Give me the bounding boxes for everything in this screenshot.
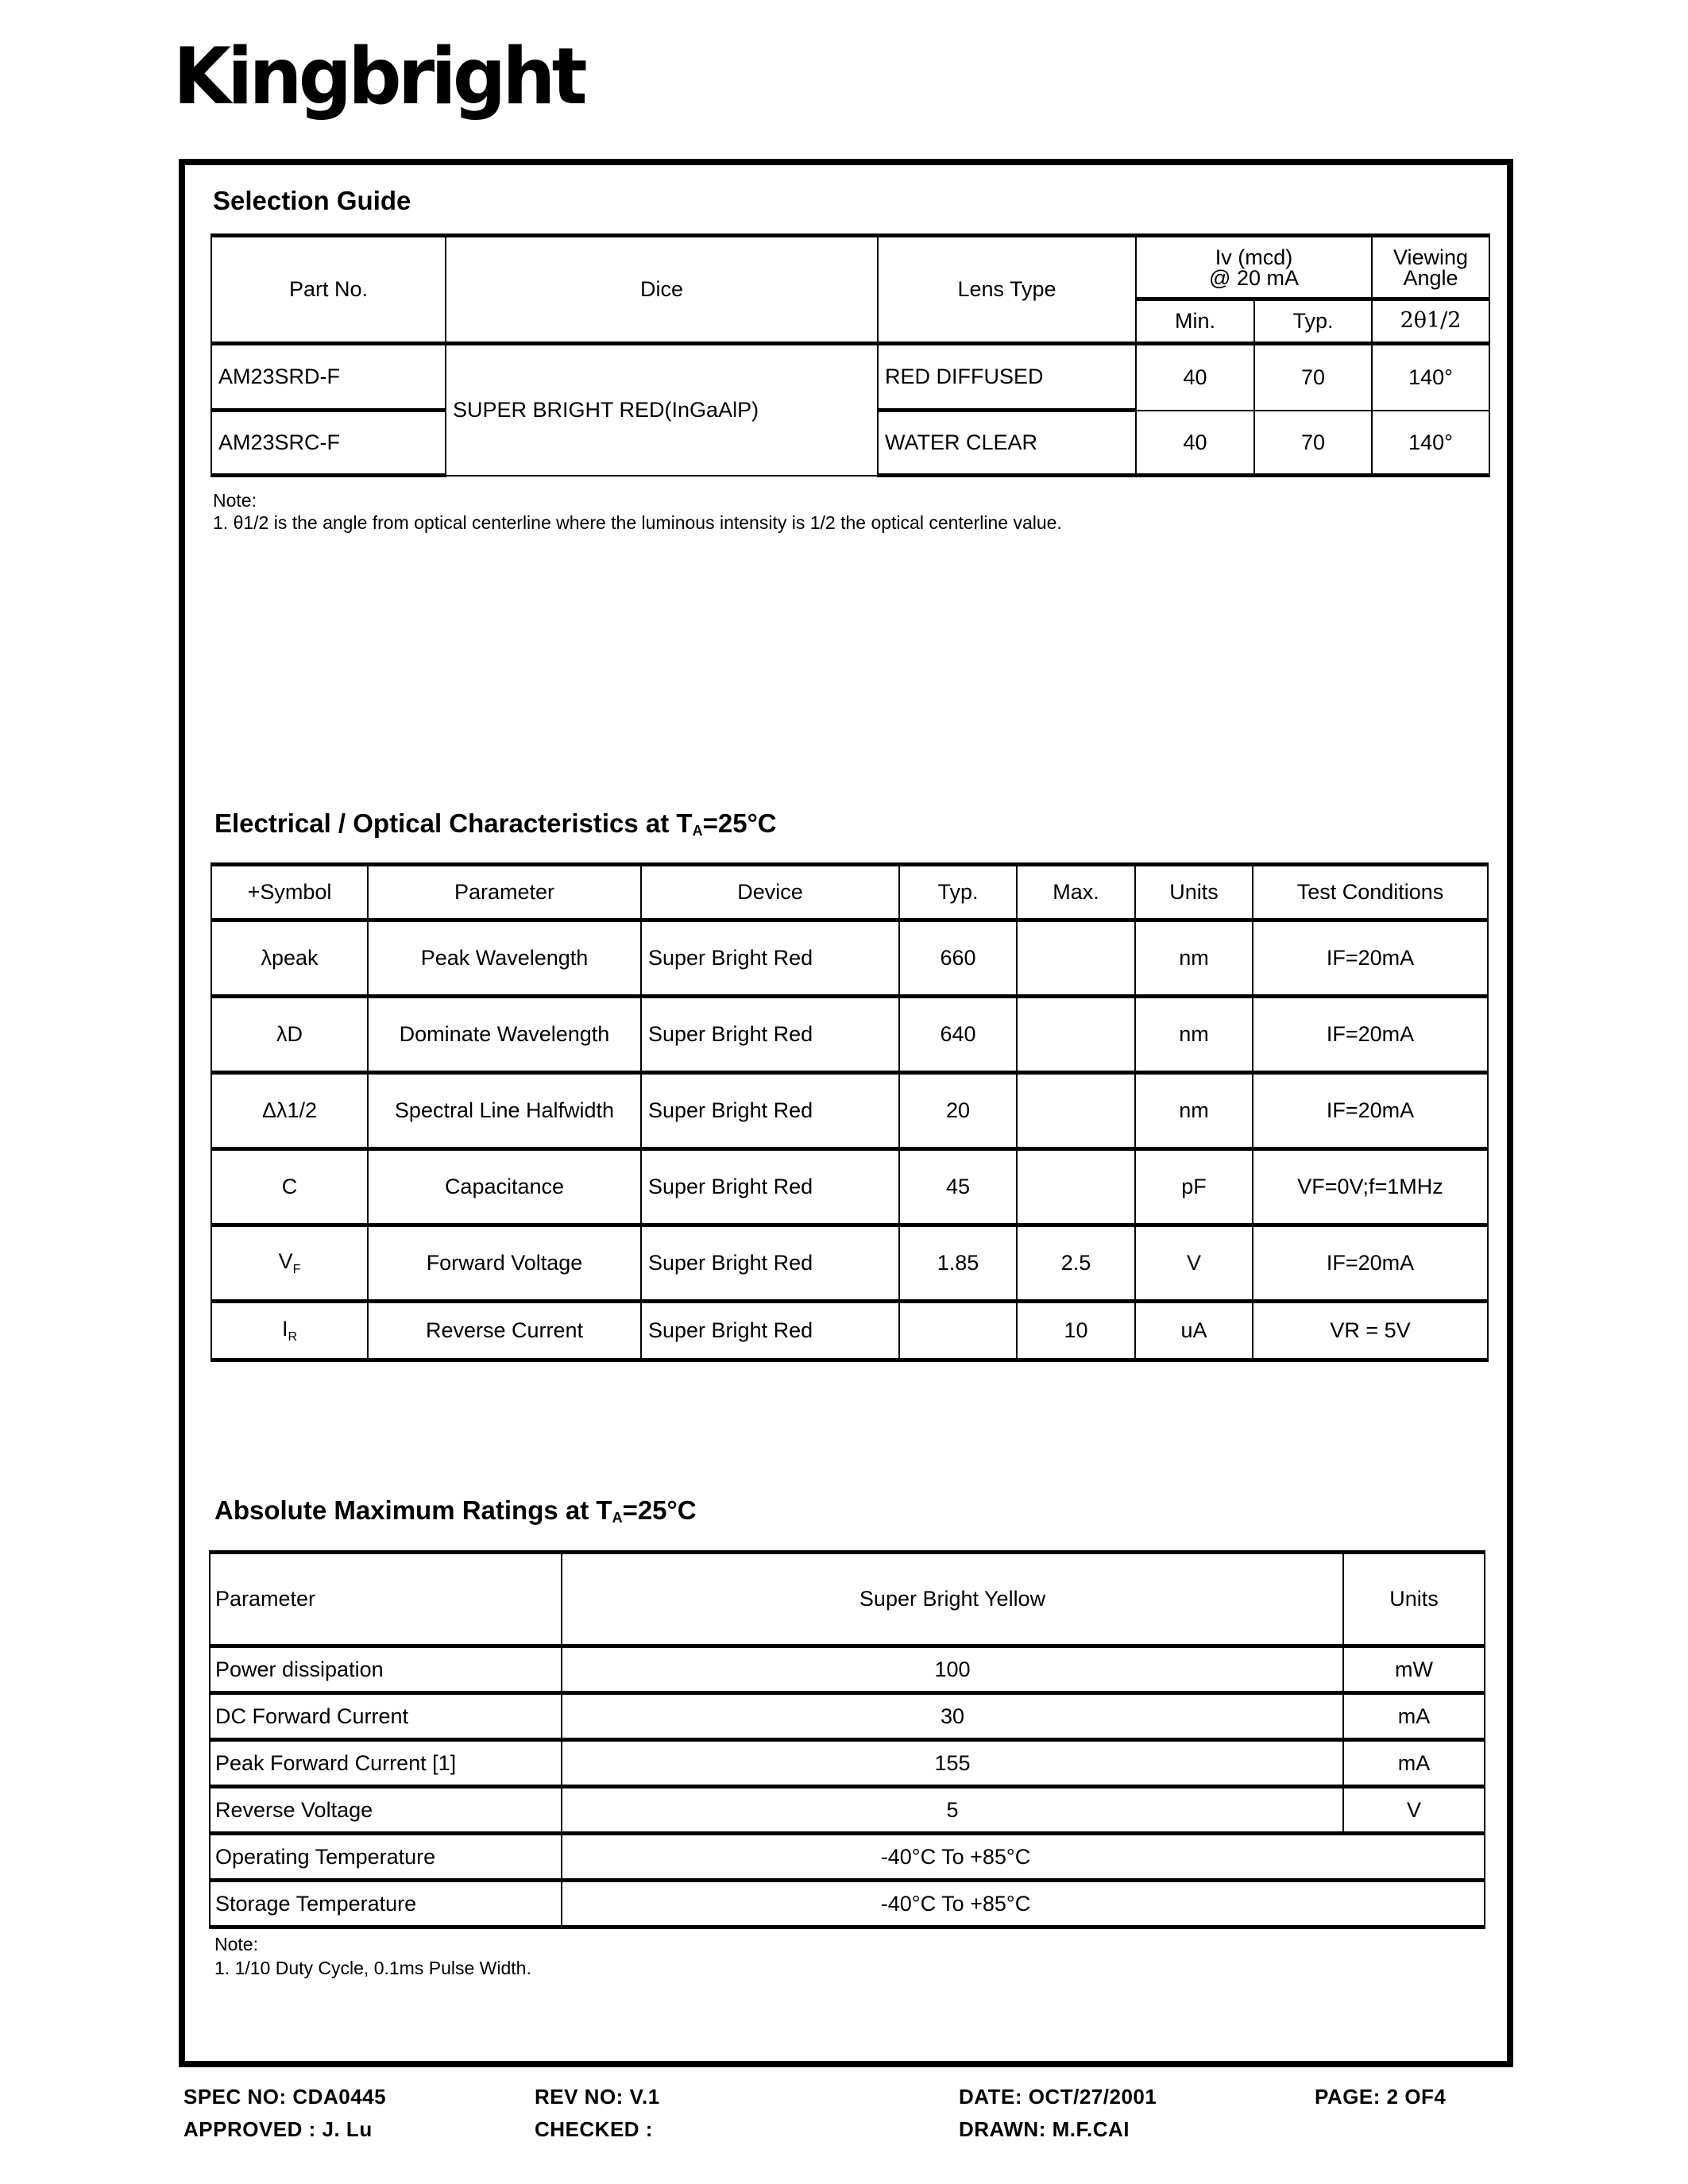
parameter-cell: Dominate Wavelength [368, 997, 641, 1073]
device-cell: Super Bright Red [641, 1225, 899, 1302]
typ-cell: 20 [899, 1073, 1017, 1149]
symbol-cell: λD [211, 997, 368, 1073]
conditions-cell: IF=20mA [1253, 920, 1488, 997]
electrical-title-subscript: A [692, 823, 703, 839]
dice-cell: SUPER BRIGHT RED(InGaAlP) [446, 344, 878, 476]
max-cell [1017, 997, 1135, 1073]
parameter-cell: Forward Voltage [368, 1225, 641, 1302]
absolute-max-title-subscript: A [612, 1510, 623, 1526]
header-viewing-line1: Viewing [1393, 245, 1469, 269]
table-row [211, 1149, 1488, 1225]
absolute-max-table [209, 1550, 1485, 1929]
symbol-cell [211, 1225, 368, 1302]
table-row [211, 997, 1488, 1073]
absolute-max-title-suffix: =25°C [622, 1495, 697, 1525]
max-cell [1017, 920, 1135, 997]
iv-min-cell: 40 [1136, 344, 1254, 411]
units-cell: nm [1135, 997, 1253, 1073]
table-row [210, 1834, 1485, 1881]
footer-rev-no: REV NO: V.1 [535, 2085, 660, 2109]
table-row [210, 1646, 1485, 1693]
viewing-angle-cell: 140° [1372, 411, 1489, 476]
value-cell: 155 [562, 1740, 1343, 1787]
header-iv-line1: Iv (mcd) [1215, 245, 1293, 269]
header-iv-line2: @ 20 mA [1209, 266, 1299, 291]
electrical-title-prefix: Electrical / Optical Characteristics at T [214, 808, 693, 838]
selection-note-label: Note: [213, 490, 257, 511]
parameter-cell: Capacitance [368, 1149, 641, 1225]
header-min: Min. [1136, 299, 1254, 344]
units-cell: uA [1135, 1302, 1253, 1360]
parameter-cell: Peak Forward Current [1] [210, 1740, 562, 1787]
value-cell: -40°C To +85°C [562, 1834, 1485, 1881]
parameter-cell: Peak Wavelength [368, 920, 641, 997]
selection-note-text: 1. θ1/2 is the angle from optical centerline where the luminous intensity is 1/2 the optical centerline value. [213, 512, 1062, 533]
device-cell: Super Bright Red [641, 920, 899, 997]
parameter-cell: Spectral Line Halfwidth [368, 1073, 641, 1149]
typ-cell [899, 1302, 1017, 1360]
table-row [211, 1302, 1488, 1360]
header-device: Device [641, 865, 899, 920]
symbol-main: V [278, 1248, 293, 1273]
max-cell: 2.5 [1017, 1225, 1135, 1302]
conditions-cell: IF=20mA [1253, 997, 1488, 1073]
typ-cell: 660 [899, 920, 1017, 997]
symbol-subscript: R [288, 1329, 298, 1344]
kingbright-logo: Kingbright [173, 32, 584, 122]
units-cell: mA [1343, 1740, 1485, 1787]
lens-type-cell: RED DIFFUSED [878, 344, 1136, 411]
conditions-cell: IF=20mA [1253, 1073, 1488, 1149]
units-cell: pF [1135, 1149, 1253, 1225]
absolute-max-title-prefix: Absolute Maximum Ratings at T [214, 1495, 612, 1525]
value-cell: 100 [562, 1646, 1343, 1693]
iv-typ-cell: 70 [1254, 344, 1372, 411]
footer-approved: APPROVED : J. Lu [183, 2117, 373, 2141]
value-cell: 30 [562, 1693, 1343, 1740]
footer-date: DATE: OCT/27/2001 [959, 2085, 1157, 2109]
value-cell: -40°C To +85°C [562, 1881, 1485, 1927]
symbol-main: I [281, 1316, 288, 1341]
parameter-cell: DC Forward Current [210, 1693, 562, 1740]
typ-cell: 1.85 [899, 1225, 1017, 1302]
header-dice: Dice [446, 236, 878, 344]
header-typ: Typ. [1254, 299, 1372, 344]
footer-checked: CHECKED : [535, 2117, 653, 2141]
header-symbol: +Symbol [211, 865, 368, 920]
value-cell: 5 [562, 1787, 1343, 1834]
header-lens-type: Lens Type [878, 236, 1136, 344]
header-typ: Typ. [899, 865, 1017, 920]
header-max: Max. [1017, 865, 1135, 920]
selection-guide-title: Selection Guide [213, 186, 411, 215]
electrical-table [211, 862, 1489, 1362]
viewing-angle-cell: 140° [1372, 344, 1489, 411]
units-cell: mW [1343, 1646, 1485, 1693]
header-angle-symbol: 2θ1/2 [1372, 299, 1489, 344]
header-parameter: Parameter [210, 1553, 562, 1646]
table-row [210, 1740, 1485, 1787]
max-cell: 10 [1017, 1302, 1135, 1360]
parameter-cell: Reverse Voltage [210, 1787, 562, 1834]
table-row [211, 1225, 1488, 1302]
selection-guide-table [211, 233, 1490, 477]
footer-page: PAGE: 2 OF4 [1315, 2085, 1447, 2109]
header-device: Super Bright Yellow [562, 1553, 1343, 1646]
table-row [211, 1073, 1488, 1149]
absolute-max-title [214, 1497, 697, 1525]
header-row [210, 1553, 1485, 1646]
table-row [210, 1693, 1485, 1740]
typ-cell: 640 [899, 997, 1017, 1073]
symbol-cell [211, 1302, 368, 1360]
header-viewing-line2: Angle [1403, 266, 1458, 291]
header-test-conditions: Test Conditions [1253, 865, 1488, 920]
units-cell: nm [1135, 920, 1253, 997]
header-units: Units [1135, 865, 1253, 920]
header-units: Units [1343, 1553, 1485, 1646]
absolute-max-note-label: Note: [214, 1934, 258, 1954]
conditions-cell: IF=20mA [1253, 1225, 1488, 1302]
symbol-cell: C [211, 1149, 368, 1225]
parameter-cell: Reverse Current [368, 1302, 641, 1360]
header-row [211, 865, 1488, 920]
typ-cell: 45 [899, 1149, 1017, 1225]
units-cell: mA [1343, 1693, 1485, 1740]
device-cell: Super Bright Red [641, 1149, 899, 1225]
symbol-subscript: F [292, 1262, 301, 1276]
symbol-cell: λpeak [211, 920, 368, 997]
footer-drawn: DRAWN: M.F.CAI [959, 2117, 1130, 2141]
header-viewing-angle [1372, 236, 1489, 299]
table-row [210, 1787, 1485, 1834]
device-cell: Super Bright Red [641, 1073, 899, 1149]
units-cell: nm [1135, 1073, 1253, 1149]
parameter-cell: Storage Temperature [210, 1881, 562, 1927]
conditions-cell: VR = 5V [1253, 1302, 1488, 1360]
parameter-cell: Operating Temperature [210, 1834, 562, 1881]
electrical-title-suffix: =25°C [702, 808, 777, 838]
device-cell: Super Bright Red [641, 997, 899, 1073]
header-part-no: Part No. [211, 236, 446, 344]
table-row [210, 1881, 1485, 1927]
electrical-title [214, 810, 777, 838]
symbol-cell: Δλ1/2 [211, 1073, 368, 1149]
units-cell: V [1343, 1787, 1485, 1834]
lens-type-cell: WATER CLEAR [878, 411, 1136, 476]
conditions-cell: VF=0V;f=1MHz [1253, 1149, 1488, 1225]
header-parameter: Parameter [368, 865, 641, 920]
footer-spec-no: SPEC NO: CDA0445 [183, 2085, 387, 2109]
max-cell [1017, 1073, 1135, 1149]
iv-min-cell: 40 [1136, 411, 1254, 476]
header-iv [1136, 236, 1372, 299]
part-no-cell: AM23SRD-F [211, 344, 446, 411]
part-no-cell: AM23SRC-F [211, 411, 446, 476]
iv-typ-cell: 70 [1254, 411, 1372, 476]
units-cell: V [1135, 1225, 1253, 1302]
table-row [211, 344, 1489, 411]
max-cell [1017, 1149, 1135, 1225]
device-cell: Super Bright Red [641, 1302, 899, 1360]
table-row [211, 920, 1488, 997]
absolute-max-note-text: 1. 1/10 Duty Cycle, 0.1ms Pulse Width. [214, 1958, 531, 1978]
parameter-cell: Power dissipation [210, 1646, 562, 1693]
